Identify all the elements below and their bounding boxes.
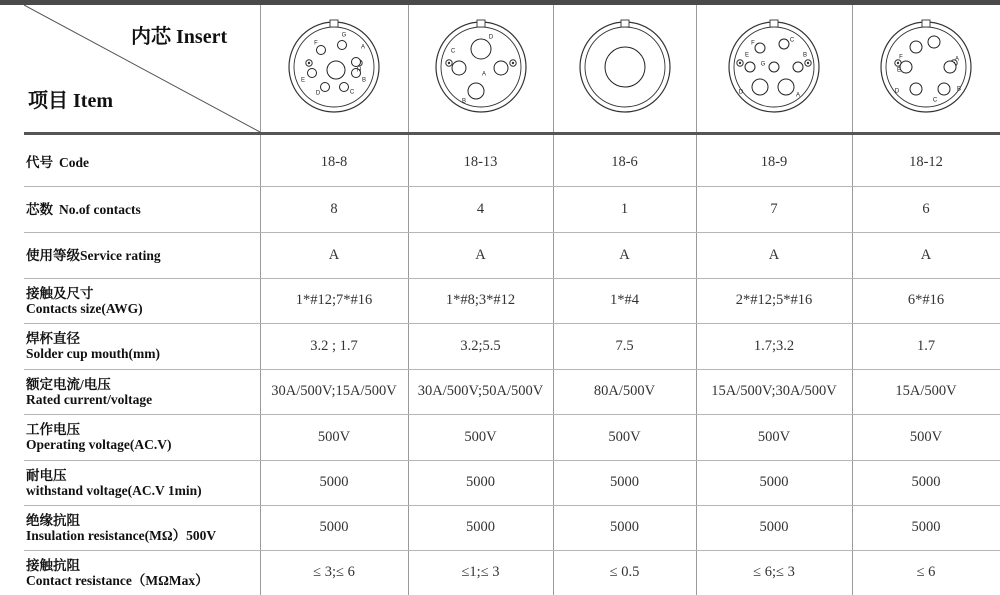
pin-label: D <box>488 34 493 41</box>
row-label <box>26 186 258 232</box>
pin-label: B <box>461 98 466 105</box>
table-cell: 5000 <box>759 519 789 535</box>
table-cell: 1*#4 <box>610 292 639 308</box>
row-label-en: Insulation resistance(MΩ）500V <box>26 527 217 543</box>
table-cell: 8 <box>330 200 338 217</box>
pin-label: C <box>789 37 795 44</box>
pin-label: E <box>896 67 902 74</box>
pin-label: C <box>450 48 455 55</box>
contact-pin <box>938 83 950 95</box>
table-cell: 4 <box>476 200 485 217</box>
row-label-cn: 额定电流/电压 <box>26 376 111 392</box>
contact-pin <box>793 62 803 72</box>
table-cell: 3.2;5.5 <box>460 337 501 354</box>
table-cell: 5000 <box>466 519 495 535</box>
contact-pin <box>910 83 922 95</box>
pin-label: A <box>954 56 960 63</box>
table-cell: 500V <box>757 428 791 445</box>
contact-pin <box>494 61 508 75</box>
row-label <box>26 323 258 369</box>
pin-label: A <box>481 71 486 78</box>
table-cell: 18-6 <box>611 153 638 170</box>
contact-pin <box>321 83 330 92</box>
row-label-en: Rated current/voltage <box>26 391 153 407</box>
table-cell: 5000 <box>610 474 639 490</box>
pin-label: F <box>314 40 318 47</box>
insert-diagram-18-12 <box>871 12 981 122</box>
table-cell: 5000 <box>759 474 789 490</box>
row-label-cn: 焊杯直径 <box>26 331 80 346</box>
row-label <box>26 414 258 460</box>
row-label-en: Contact resistance（MΩMax） <box>26 572 209 588</box>
table-cell: 1 <box>620 200 629 217</box>
contact-pin <box>471 39 491 59</box>
pin-label: A <box>360 44 366 51</box>
pin-label: B <box>956 86 962 93</box>
contact-pin <box>769 62 779 72</box>
pin-label: G <box>341 32 347 39</box>
table-cell: A <box>475 246 486 263</box>
contact-pin <box>452 61 466 75</box>
contact-pin <box>317 46 326 55</box>
table-cell: 5000 <box>610 519 639 535</box>
pin-label: B <box>802 52 808 59</box>
table-cell: 15A/500V;30A/500V <box>711 383 837 399</box>
contact-pin <box>308 69 317 78</box>
column-divider <box>553 5 554 595</box>
row-label-cn: 代号 <box>26 154 53 170</box>
table-cell: 6*#16 <box>907 292 945 308</box>
table-cell: 18-9 <box>760 153 788 170</box>
row-divider <box>24 278 1000 279</box>
column-divider <box>408 5 409 595</box>
pin-label: F <box>751 40 755 47</box>
table-cell: ≤ 0.5 <box>609 564 640 580</box>
contact-pin <box>910 41 922 53</box>
table-cell: 5000 <box>319 519 349 535</box>
row-label-cn: 芯数 <box>26 201 53 217</box>
table-cell: 15A/500V <box>895 383 957 399</box>
pin-label: D <box>894 88 900 95</box>
table-cell: A <box>768 246 780 263</box>
pin-label: D <box>738 89 744 96</box>
table-cell: 6 <box>922 200 930 217</box>
contact-pin <box>900 61 912 73</box>
row-label-en: No.of contacts <box>59 201 141 217</box>
table-cell: A <box>920 246 932 263</box>
row-label <box>26 550 258 595</box>
table-cell: ≤ 6;≤ 3 <box>753 564 795 580</box>
row-label-cn: 使用等级 <box>26 247 80 263</box>
row-label-cn: 耐电压 <box>26 467 67 483</box>
table-cell: 7.5 <box>615 337 634 354</box>
contact-pin <box>605 47 645 87</box>
table-cell: A <box>619 246 630 263</box>
table-cell: 1.7;3.2 <box>753 337 795 354</box>
insert-diagram-18-9 <box>719 12 829 122</box>
table-cell: 5000 <box>466 474 495 490</box>
pin-label: C <box>932 97 938 104</box>
row-label <box>26 278 258 323</box>
contact-pin <box>352 58 361 67</box>
table-cell: A <box>328 246 340 263</box>
contact-pin <box>944 61 956 73</box>
table-cell: 1.7 <box>916 337 936 354</box>
table-cell: 5000 <box>911 474 941 490</box>
row-divider <box>24 550 1000 551</box>
table-cell: 5000 <box>319 474 349 490</box>
row-divider <box>24 232 1000 233</box>
contact-pin <box>778 79 794 95</box>
table-cell: 30A/500V;15A/500V <box>271 383 397 399</box>
row-divider <box>24 414 1000 415</box>
table-cell: 18-13 <box>463 153 498 170</box>
pin-label: E <box>744 52 750 59</box>
row-label-cn: 接触抗阻 <box>26 557 80 573</box>
contact-pin <box>779 39 789 49</box>
contact-pin <box>468 83 484 99</box>
pin-label: G <box>760 61 766 68</box>
row-label-cn: 绝缘抗阻 <box>26 512 80 528</box>
insert-diagram-18-8 <box>279 12 389 122</box>
pin-label: E <box>300 77 306 84</box>
column-divider <box>696 5 697 595</box>
row-label <box>26 138 258 186</box>
row-divider <box>24 186 1000 187</box>
contact-pin <box>755 43 765 53</box>
table-cell: 30A/500V;50A/500V <box>417 383 544 399</box>
table-cell: 18-8 <box>320 153 348 170</box>
table-cell: 500V <box>317 428 351 445</box>
row-label-en: withstand voltage(AC.V 1min) <box>26 482 202 498</box>
row-label-cn: 接触及尺寸 <box>26 285 94 301</box>
table-cell: 500V <box>909 428 943 445</box>
table-cell: 3.2 ; 1.7 <box>310 337 358 354</box>
row-divider <box>24 460 1000 461</box>
table-cell: 7 <box>770 200 778 217</box>
pin-label: C <box>349 89 355 96</box>
header-separator <box>24 132 1000 135</box>
table-cell: 500V <box>608 428 641 445</box>
table-cell: 1*#12;7*#16 <box>295 292 373 308</box>
item-header-label: 项目 Item <box>28 90 113 112</box>
contact-pin <box>340 83 349 92</box>
table-cell: ≤ 6 <box>916 564 936 580</box>
insert-diagram-18-6 <box>570 12 680 122</box>
row-label <box>26 460 258 505</box>
contact-pin <box>928 36 940 48</box>
pin-label: A <box>795 92 801 99</box>
row-divider <box>24 323 1000 324</box>
row-divider <box>24 369 1000 370</box>
table-cell: 1*#8;3*#12 <box>445 292 516 308</box>
row-label-cn: 工作电压 <box>26 422 80 437</box>
row-divider <box>24 505 1000 506</box>
column-divider <box>852 5 853 595</box>
contact-pin <box>338 41 347 50</box>
contact-pin <box>752 79 768 95</box>
column-divider <box>260 5 261 595</box>
contact-pin <box>327 61 345 79</box>
table-cell: 18-12 <box>909 153 943 170</box>
table-cell: 5000 <box>911 519 941 535</box>
contact-pin <box>745 62 755 72</box>
table-cell: 80A/500V <box>593 383 656 399</box>
row-label-en: Operating voltage(AC.V) <box>26 437 172 452</box>
pin-label: H <box>356 67 362 74</box>
pin-label: F <box>899 54 903 61</box>
insert-header-label: 内芯 Insert <box>131 26 228 48</box>
row-label <box>26 505 258 550</box>
table-cell: 500V <box>464 428 497 445</box>
insert-diagram-18-13 <box>426 12 536 122</box>
table-cell: 2*#12;5*#16 <box>735 292 813 308</box>
row-label <box>26 369 258 414</box>
table-cell: ≤1;≤ 3 <box>461 564 500 580</box>
row-label-en: Code <box>59 154 89 170</box>
table-cell: ≤ 3;≤ 6 <box>313 564 355 580</box>
row-label-en: Solder cup mouth(mm) <box>26 346 161 361</box>
pin-label: D <box>315 90 321 97</box>
pin-label: B <box>361 77 367 84</box>
row-label-en: Contacts size(AWG) <box>26 300 143 316</box>
row-label-en: Service rating <box>80 247 161 263</box>
row-label <box>26 232 258 278</box>
